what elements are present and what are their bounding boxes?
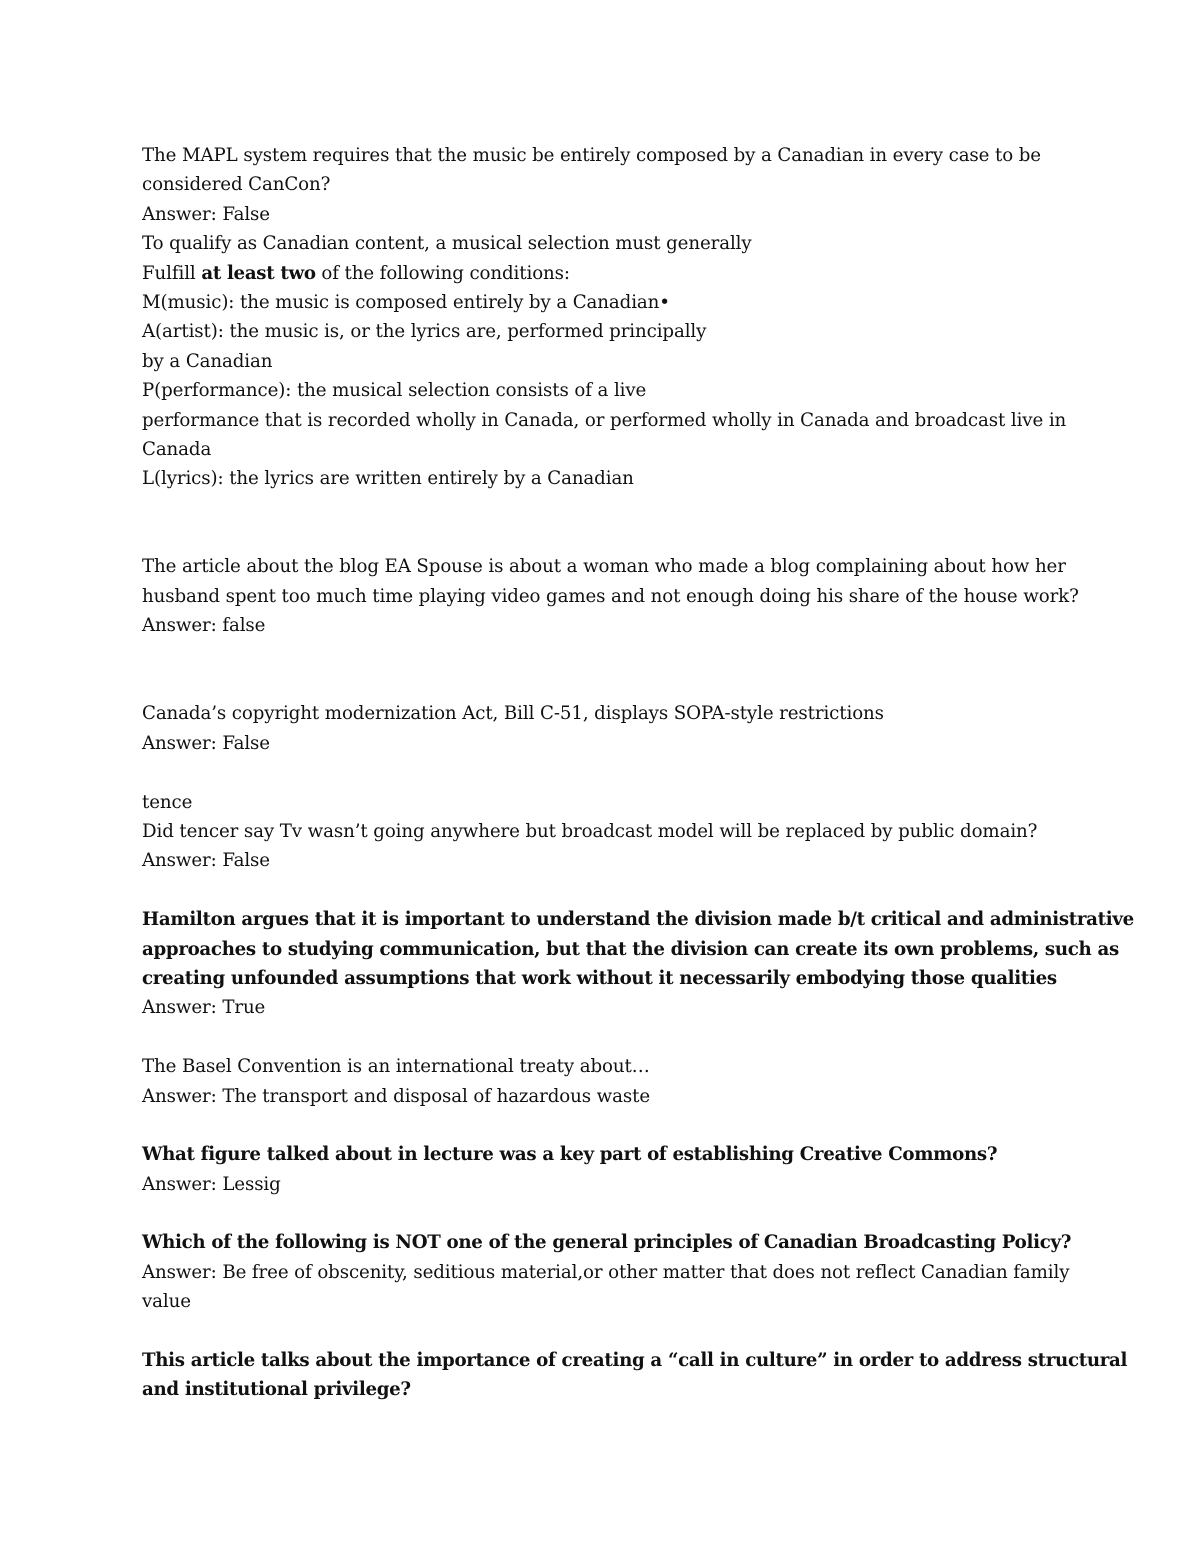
condition-performance-line-3: Canada	[142, 438, 212, 460]
answer-tencer: Answer: False	[142, 850, 270, 872]
answer-broadcasting-policy-line-1: Answer: Be free of obscenity, seditious material,or other matter that does not reflect Canadian family	[142, 1261, 1070, 1283]
mapl-explanation-line-2	[142, 259, 1062, 288]
condition-artist-line-1: A(artist): the music is, or the lyrics are, performed principally	[142, 321, 707, 343]
question-tencer: Did tencer say Tv wasn’t going anywhere but broadcast model will be replaced by public domain?	[142, 821, 1038, 843]
spacer	[142, 494, 1062, 553]
question-call-in-culture-line-2: and institutional privilege?	[142, 1379, 411, 1401]
question-hamilton-line-1: Hamilton argues that it is important to understand the division made b/t critical and administrative	[142, 909, 1134, 931]
document-page	[142, 141, 1134, 1405]
answer-mapl: Answer: False	[142, 203, 270, 225]
spacer	[142, 876, 1062, 905]
fulfill-bold: at least two	[201, 262, 316, 284]
spacer	[142, 1023, 1062, 1052]
spacer	[142, 758, 1062, 787]
question-creative-commons: What figure talked about in lecture was a key part of establishing Creative Commons?	[142, 1144, 998, 1166]
question-broadcasting-policy: Which of the following is NOT one of the general principles of Canadian Broadcasting Policy?	[142, 1232, 1072, 1254]
heading-tence: tence	[142, 791, 193, 813]
answer-bill-c51: Answer: False	[142, 732, 270, 754]
answer-creative-commons: Answer: Lessig	[142, 1173, 281, 1195]
question-mapl-line-1: The MAPL system requires that the music be entirely composed by a Canadian in every case to be	[142, 145, 1041, 166]
fulfill-prefix: Fulfill	[142, 262, 202, 284]
question-ea-spouse-line-2: husband spent too much time playing video games and not enough doing his share of the house work?	[142, 585, 1079, 607]
spacer	[142, 1199, 1062, 1228]
answer-basel: Answer: The transport and disposal of hazardous waste	[142, 1085, 650, 1107]
answer-hamilton: Answer: True	[142, 997, 266, 1019]
condition-performance-line-1: P(performance): the musical selection consists of a live	[142, 380, 647, 402]
answer-ea-spouse: Answer: false	[142, 615, 266, 637]
spacer	[142, 1111, 1062, 1140]
condition-music: M(music): the music is composed entirely by a Canadian•	[142, 291, 670, 313]
spacer	[142, 1317, 1062, 1346]
question-basel: The Basel Convention is an international treaty about…	[142, 1056, 650, 1078]
spacer	[142, 641, 1062, 700]
question-ea-spouse-line-1: The article about the blog EA Spouse is about a woman who made a blog complaining about how her	[142, 556, 1066, 578]
condition-performance-line-2: performance that is recorded wholly in Canada, or performed wholly in Canada and broadcast live in	[142, 409, 1067, 431]
question-bill-c51: Canada’s copyright modernization Act, Bill C-51, displays SOPA-style restrictions	[142, 703, 884, 725]
condition-lyrics: L(lyrics): the lyrics are written entirely by a Canadian	[142, 468, 634, 490]
question-hamilton-line-2: approaches to studying communication, but that the division can create its own problems, such as	[142, 938, 1119, 960]
answer-broadcasting-policy-line-2: value	[142, 1291, 191, 1313]
condition-artist-line-2: by a Canadian	[142, 350, 273, 372]
mapl-explanation-line-1: To qualify as Canadian content, a musical selection must generally	[142, 233, 752, 255]
question-hamilton-line-3: creating unfounded assumptions that work without it necessarily embodying those qualities	[142, 967, 1057, 989]
fulfill-suffix: of the following conditions:	[315, 262, 570, 284]
question-mapl-line-2: considered CanCon?	[142, 174, 331, 196]
question-call-in-culture-line-1: This article talks about the importance of creating a “call in culture” in order to address structural	[142, 1350, 1128, 1372]
